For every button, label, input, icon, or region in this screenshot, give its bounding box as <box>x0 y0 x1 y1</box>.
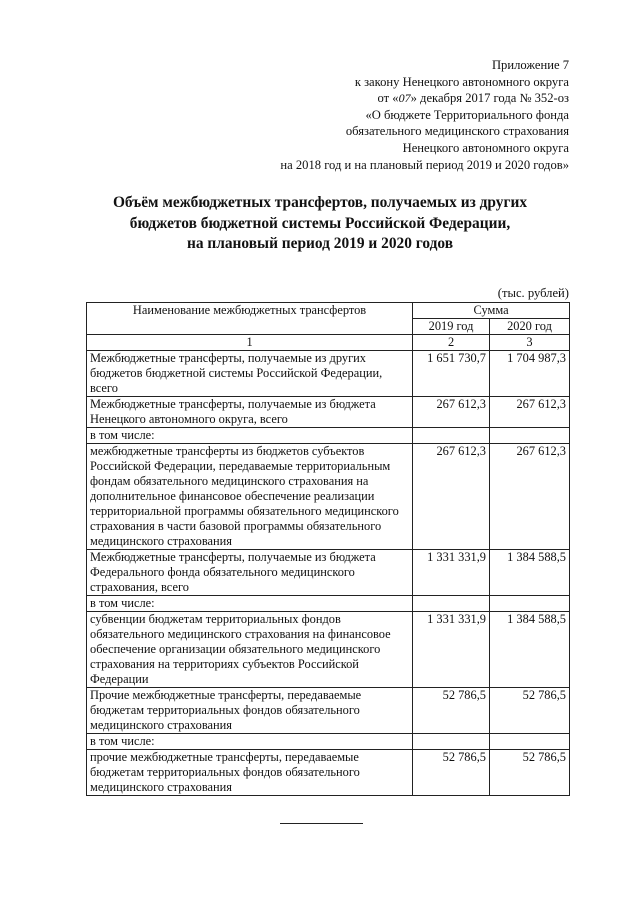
header-2019: 2019 год <box>413 319 490 335</box>
title-line-1: Объём межбюджетных трансфертов, получаемых из других <box>112 194 528 211</box>
appendix-law-title-1: «О бюджете Территориального фонда <box>365 107 569 122</box>
row-name: в том числе: <box>87 596 413 612</box>
header-2020: 2020 год <box>490 319 570 335</box>
unit-label: (тыс. рублей) <box>497 286 569 300</box>
appendix-law-title-4: на 2018 год и на плановый период 2019 и 2020 годов» <box>280 157 569 172</box>
table-row <box>87 428 570 444</box>
appendix-date: от «07» декабря 2017 года № 352-оз <box>377 91 569 106</box>
title-line-3: на плановый период 2019 и 2020 годов <box>186 235 454 252</box>
table-row <box>87 596 570 612</box>
column-number-3: 3 <box>490 335 570 351</box>
row-value-2019: 1 651 730,7 <box>413 351 490 397</box>
row-name: в том числе: <box>87 734 413 750</box>
appendix-law-title-3: Ненецкого автономного округа <box>402 140 569 155</box>
row-value-2020: 267 612,3 <box>490 444 570 550</box>
row-name: Прочие межбюджетные трансферты, передаваемые бюджетам территориальных фондов обязательного медицинского страхования <box>87 688 413 734</box>
row-value-2020: 52 786,5 <box>490 750 570 796</box>
document-title <box>60 193 580 255</box>
table-row <box>87 612 570 688</box>
table-row <box>87 750 570 796</box>
table-row <box>87 734 570 750</box>
row-value-2019: 267 612,3 <box>413 444 490 550</box>
row-name: Межбюджетные трансферты, получаемые из бюджета Федерального фонда обязательного медицинского страхования, всего <box>87 550 413 596</box>
row-value-2020 <box>490 428 570 444</box>
handwritten-day: 07 <box>398 91 411 106</box>
table-row <box>87 550 570 596</box>
column-number-2: 2 <box>413 335 490 351</box>
header-name: Наименование межбюджетных трансфертов <box>87 303 413 335</box>
table-row <box>87 397 570 428</box>
row-value-2020: 1 704 987,3 <box>490 351 570 397</box>
row-value-2020: 52 786,5 <box>490 688 570 734</box>
appendix-law-title-2: обязательного медицинского страхования <box>345 124 569 139</box>
row-value-2019 <box>413 596 490 612</box>
closing-rule <box>280 823 363 824</box>
row-name: Межбюджетные трансферты, получаемые из бюджета Ненецкого автономного округа, всего <box>87 397 413 428</box>
table-row <box>87 444 570 550</box>
row-name: прочие межбюджетные трансферты, передаваемые бюджетам территориальных фондов обязательного медицинского страхования <box>87 750 413 796</box>
transfers-table <box>86 302 570 796</box>
row-name: Межбюджетные трансферты, получаемые из других бюджетов бюджетной системы Российской Федерации, всего <box>87 351 413 397</box>
title-line-2: бюджетов бюджетной системы Российской Федерации, <box>129 214 511 232</box>
row-name: в том числе: <box>87 428 413 444</box>
row-value-2019 <box>413 428 490 444</box>
row-value-2019 <box>413 734 490 750</box>
row-value-2019: 52 786,5 <box>413 688 490 734</box>
row-value-2019: 52 786,5 <box>413 750 490 796</box>
row-value-2020 <box>490 734 570 750</box>
column-number-1: 1 <box>87 335 413 351</box>
row-value-2019: 1 331 331,9 <box>413 612 490 688</box>
row-name: субвенции бюджетам территориальных фондов обязательного медицинского страхования на финансовое обеспечение организации обязательного медицинского страхования на территориях субъектов Российской Федерации <box>87 612 413 688</box>
header-row <box>87 303 570 319</box>
appendix-number: Приложение 7 <box>491 58 569 72</box>
row-value-2020: 1 384 588,5 <box>490 612 570 688</box>
row-value-2019: 267 612,3 <box>413 397 490 428</box>
row-value-2019: 1 331 331,9 <box>413 550 490 596</box>
appendix-header <box>280 57 569 173</box>
table-row <box>87 688 570 734</box>
row-value-2020: 1 384 588,5 <box>490 550 570 596</box>
header-sum: Сумма <box>413 303 570 319</box>
appendix-law: к закону Ненецкого автономного округа <box>354 74 569 89</box>
row-value-2020: 267 612,3 <box>490 397 570 428</box>
column-numbers-row <box>87 335 570 351</box>
row-name: межбюджетные трансферты из бюджетов субъектов Российской Федерации, передаваемые территориальным фондам обязательного медицинского страхования на дополнительное финансовое обеспечение реализации территориальной программы обязательного медицинского страхования в части базовой программы обязательного медицинского страхования <box>87 444 413 550</box>
row-value-2020 <box>490 596 570 612</box>
table-row <box>87 351 570 397</box>
